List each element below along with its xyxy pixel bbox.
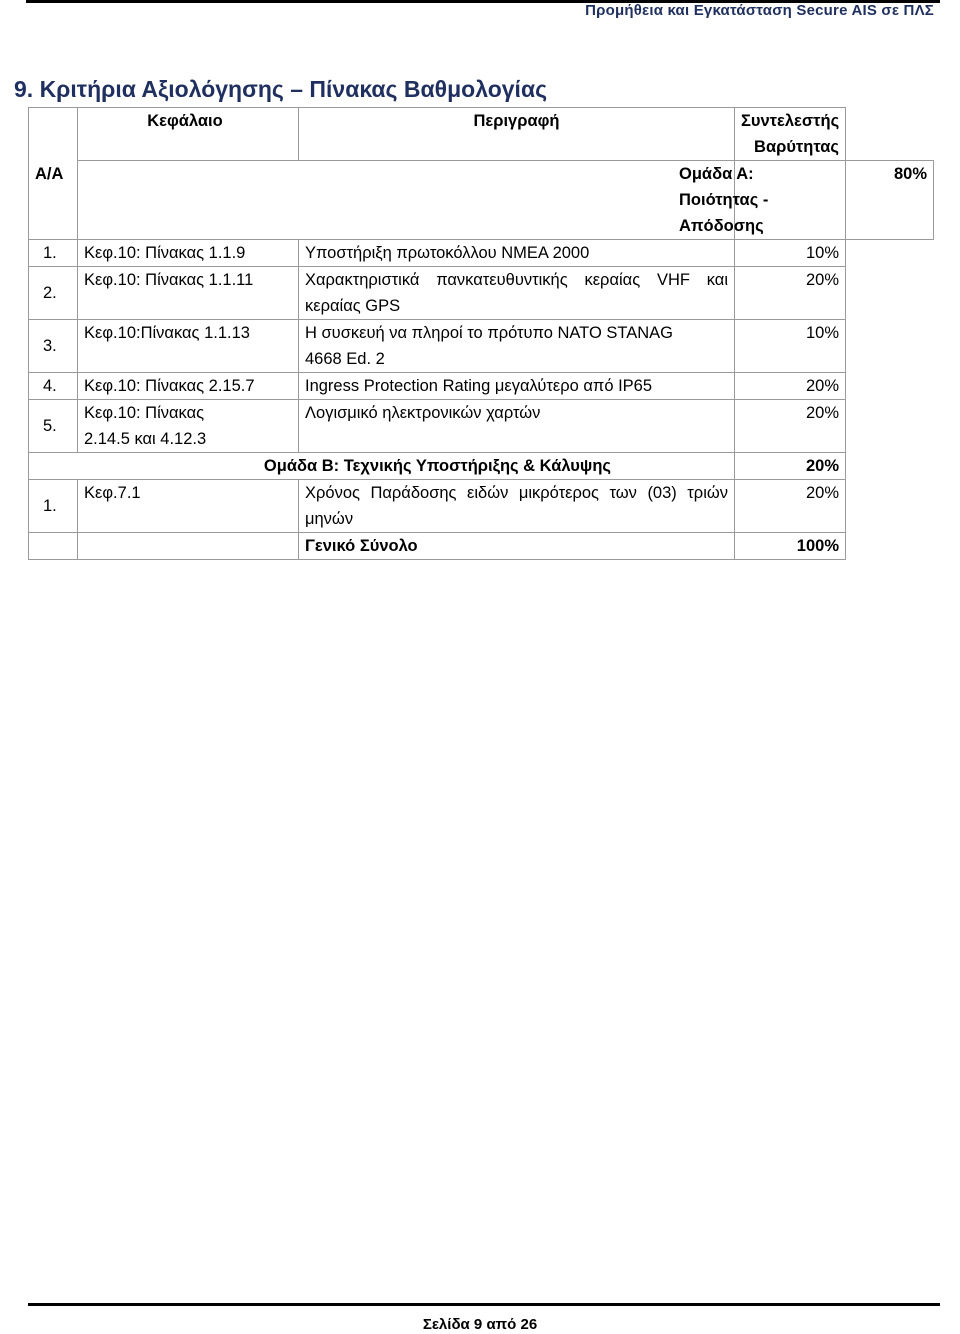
row-chapter: Κεφ.7.1 [78,480,299,533]
group-a-header-row [29,161,934,240]
table-row [29,480,934,533]
table-row [29,267,934,320]
row-chapter: Κεφ.10: Πίνακας 2.14.5 και 4.12.3 [78,400,299,453]
column-header-description: Περιγραφή [299,108,735,161]
group-a-title-left [78,161,735,240]
row-description: Η συσκευή να πληροί το πρότυπο ΝΑΤΟ STANAG 4668 Ed. 2 [299,320,735,373]
column-header-aa: Α/Α [29,108,78,240]
running-header: Προμήθεια και Εγκατάσταση Secure AIS σε ΠΛΣ [585,2,934,19]
row-chapter: Κεφ.10: Πίνακας 1.1.9 [78,240,299,267]
group-b-title: Ομάδα Β: Τεχνικής Υποστήριξης & Κάλυψης [29,453,735,480]
row-description: Χρόνος Παράδοσης ειδών μικρότερος των (03) τριών μηνών [299,480,735,533]
row-chapter: Κεφ.10:Πίνακας 1.1.13 [78,320,299,373]
row-aa: 4. [29,373,78,400]
table-row [29,240,934,267]
row-aa: 2. [29,267,78,320]
table-row [29,400,934,453]
group-a-title-text: Ομάδα Α: Ποιότητας - Απόδοσης [679,165,769,235]
row-weight: 20% [735,400,846,453]
row-chapter: Κεφ.10: Πίνακας 2.15.7 [78,373,299,400]
group-b-header-row [29,453,934,480]
column-header-chapter: Κεφάλαιο [78,108,299,161]
row-description: Χαρακτηριστικά πανκατευθυντικής κεραίας VHF και κεραίας GPS [299,267,735,320]
row-aa: 1. [29,480,78,533]
group-a-title [679,161,846,240]
row-aa: 3. [29,320,78,373]
row-description: Ingress Protection Rating μεγαλύτερο από IP65 [299,373,735,400]
table-row [29,320,934,373]
group-b-weight: 20% [735,453,846,480]
column-header-weight: Συντελεστής Βαρύτητας [735,108,846,161]
row-aa: 5. [29,400,78,453]
total-value: 100% [735,533,846,560]
footer-rule [28,1303,940,1306]
section-title: 9. Κριτήρια Αξιολόγησης – Πίνακας Βαθμολογίας [14,76,548,102]
total-chapter-empty [78,533,299,560]
row-weight: 20% [735,480,846,533]
row-weight: 20% [735,373,846,400]
group-a-weight: 80% [846,161,934,240]
table-header-row [29,108,934,161]
row-description: Υποστήριξη πρωτοκόλλου NMEA 2000 [299,240,735,267]
row-weight: 20% [735,267,846,320]
row-weight: 10% [735,320,846,373]
total-aa-empty [29,533,78,560]
row-aa: 1. [29,240,78,267]
table-row [29,373,934,400]
row-description: Λογισμικό ηλεκτρονικών χαρτών [299,400,735,453]
row-weight: 10% [735,240,846,267]
total-row [29,533,934,560]
page-number: Σελίδα 9 από 26 [422,1316,538,1333]
total-label: Γενικό Σύνολο [299,533,735,560]
row-chapter: Κεφ.10: Πίνακας 1.1.11 [78,267,299,320]
evaluation-criteria-table [28,107,934,560]
